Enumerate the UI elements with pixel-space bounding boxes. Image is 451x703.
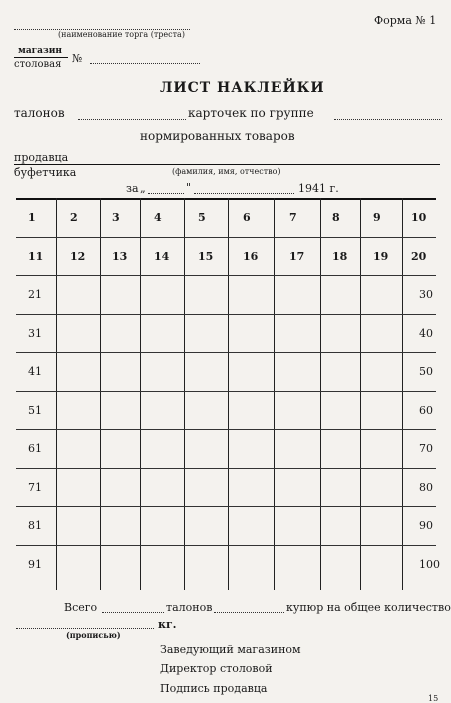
month-line <box>194 193 294 194</box>
cell-number: 61 <box>28 442 42 455</box>
coupons-label: талонов <box>14 106 65 120</box>
grid-column-line <box>100 198 101 590</box>
goods-label: нормированных товаров <box>140 129 295 143</box>
cell-number: 7 <box>289 211 297 224</box>
buffet-label: буфетчика <box>14 166 77 179</box>
grid-row-line <box>16 352 436 353</box>
grid-row-line <box>16 545 436 546</box>
grid-row-line <box>16 314 436 315</box>
grid-column-line <box>402 198 403 590</box>
year-label: 1941 г. <box>298 182 339 195</box>
cell-number: 31 <box>28 326 42 340</box>
cell-number: 1 <box>28 211 36 224</box>
cell-number: 3 <box>112 211 120 224</box>
cell-number: 8 <box>332 211 340 224</box>
cell-number: 12 <box>70 249 86 263</box>
grid-column-line <box>228 198 229 590</box>
cell-number: 5 <box>198 211 206 224</box>
cell-number: 6 <box>243 211 251 224</box>
written-amount-line <box>16 628 154 629</box>
cell-number: 70 <box>419 442 433 455</box>
total-coupons-label: талонов <box>166 601 213 614</box>
cell-number: 30 <box>419 288 433 301</box>
cell-number: 81 <box>28 519 42 532</box>
cell-number: 80 <box>419 480 433 494</box>
cell-number: 51 <box>28 403 42 417</box>
cell-number: 10 <box>411 211 427 224</box>
cell-number: 100 <box>419 557 440 571</box>
grid-column-line <box>56 198 57 590</box>
cell-number: 40 <box>419 326 433 340</box>
cell-number: 16 <box>243 249 259 263</box>
kg-label: кг. <box>158 618 177 631</box>
grid-row-line <box>16 237 436 238</box>
total-line <box>102 612 164 613</box>
grid-row-line <box>16 506 436 507</box>
cell-number: 71 <box>28 480 42 494</box>
seller-label: продавца <box>14 151 69 164</box>
cell-number: 14 <box>154 249 170 263</box>
open-quote: „ <box>140 182 146 195</box>
grid-row-line <box>16 275 436 276</box>
close-quote: " <box>186 181 192 194</box>
grid-column-line <box>320 198 321 590</box>
seller-signature: Подпись продавца <box>160 682 268 695</box>
trust-caption: (наименование торга (треста) <box>58 30 185 39</box>
canteen-director: Директор столовой <box>160 662 273 675</box>
grid-column-line <box>360 198 361 590</box>
cell-number: 21 <box>28 288 42 301</box>
seller-line <box>14 164 440 165</box>
shop-label: магазин <box>18 46 63 56</box>
number-line <box>90 63 200 64</box>
cell-number: 17 <box>289 249 305 263</box>
grid-column-line <box>184 198 185 590</box>
name-caption: (фамилия, имя, отчество) <box>172 167 281 176</box>
cell-number: 11 <box>28 249 44 263</box>
page-title: ЛИСТ НАКЛЕЙКИ <box>160 80 325 96</box>
grid-row-line <box>16 429 436 430</box>
grid-row-line <box>16 468 436 469</box>
grid-row-line <box>16 391 436 392</box>
day-line <box>148 193 184 194</box>
cell-number: 90 <box>419 519 433 532</box>
cell-number: 4 <box>154 211 162 224</box>
total-tail: купюр на общее количество <box>286 601 451 614</box>
canteen-label: столовая <box>14 59 62 70</box>
cell-number: 9 <box>373 211 381 224</box>
written-caption: (прописью) <box>66 630 121 640</box>
group-line <box>334 119 442 120</box>
coupons-line <box>78 119 186 120</box>
cell-number: 41 <box>28 365 42 378</box>
cell-number: 15 <box>198 249 214 263</box>
cell-number: 2 <box>70 211 78 224</box>
grid-column-line <box>274 198 275 590</box>
cell-number: 19 <box>373 249 389 263</box>
number-sign: № <box>72 52 83 65</box>
cell-number: 18 <box>332 249 348 263</box>
form-number: Форма № 1 <box>374 14 437 27</box>
coupons-count-line <box>214 612 284 613</box>
grid-column-line <box>140 198 141 590</box>
cell-number: 50 <box>419 365 433 378</box>
shop-canteen-divider <box>14 57 68 58</box>
cell-number: 13 <box>112 249 128 263</box>
total-label: Всего <box>64 601 98 614</box>
cards-label: карточек по группе <box>188 106 314 120</box>
page-number: 15 <box>428 694 439 703</box>
cell-number: 20 <box>411 249 427 263</box>
grid-top-rule <box>16 198 436 200</box>
cell-number: 91 <box>28 557 42 571</box>
shop-manager: Заведующий магазином <box>160 643 301 656</box>
coupon-grid <box>16 198 440 590</box>
for-label: за <box>126 182 139 195</box>
cell-number: 60 <box>419 403 433 417</box>
